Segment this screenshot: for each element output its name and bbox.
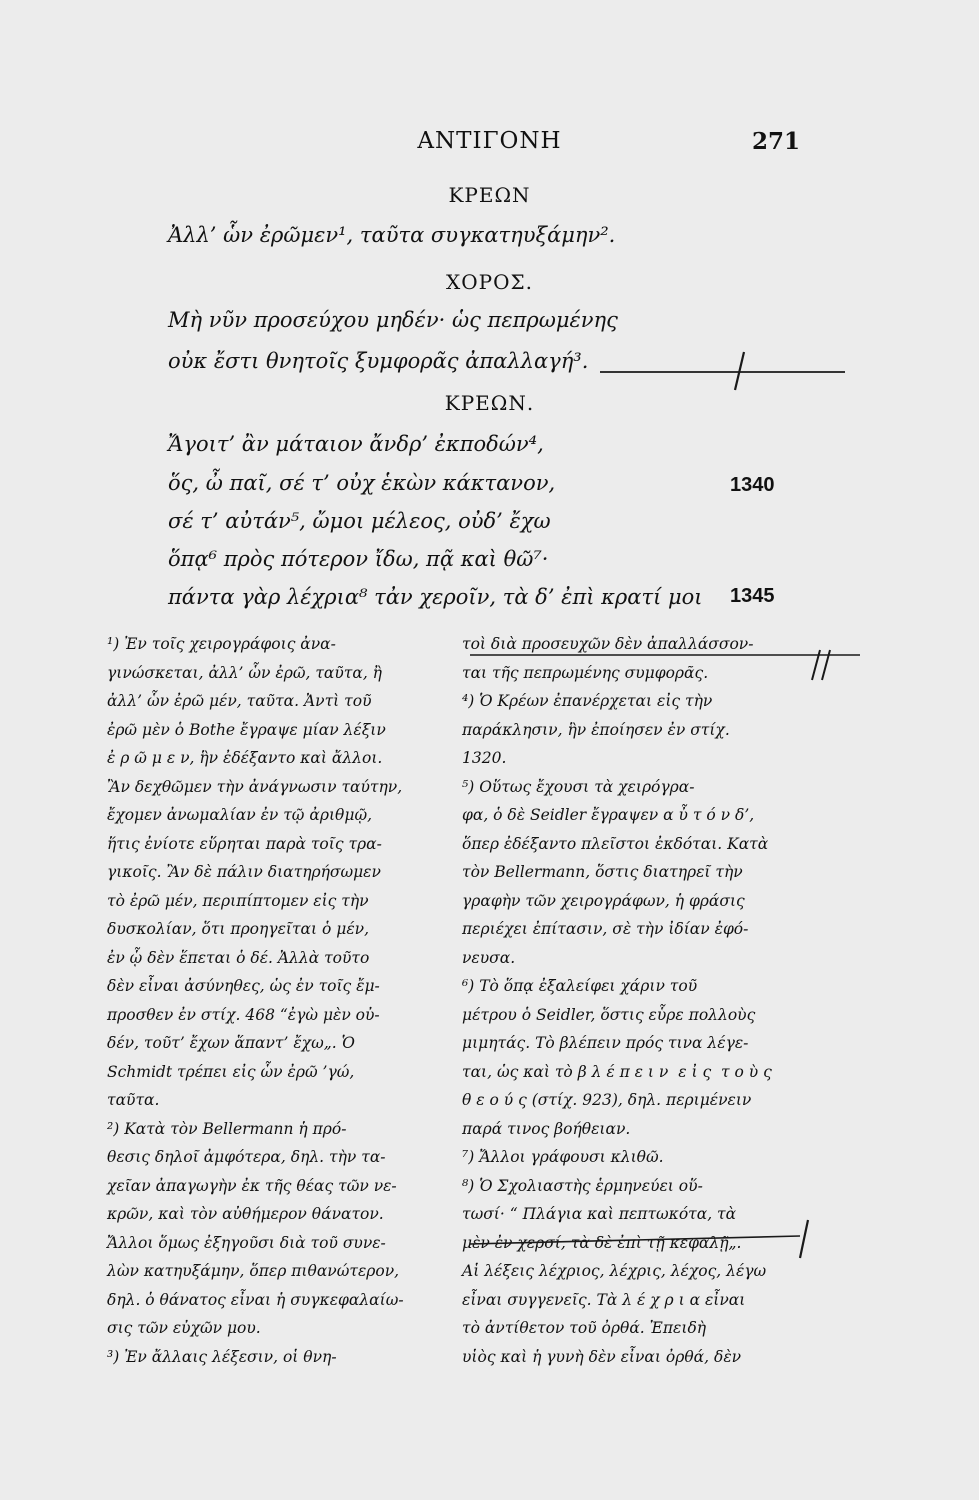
running-title: ΑΝΤΙΓΟΝΗ: [417, 128, 562, 154]
footnote-line: ἐρῶ μὲν ὁ Bothe ἔγραψε μίαν λέξιν: [107, 720, 386, 739]
pen-tick: [735, 352, 744, 390]
page-number: 271: [752, 128, 801, 155]
verse-line: Ἄγοιτ’ ἂν μάταιον ἄνδρ’ ἐκποδών⁴,: [168, 432, 544, 456]
verse-line: ὅπᾳ⁶ πρὸς πότερον ἴδω, πᾷ καὶ θῶ⁷·: [168, 547, 549, 571]
footnote-line: ἐν ᾧ δὲν ἕπεται ὁ δέ. Ἀλλὰ τοῦτο: [107, 948, 370, 967]
footnote-line: ταῦτα.: [107, 1091, 160, 1109]
footnote-line: θ ε ο ύ ς (στίχ. 923), δηλ. περιμένειν: [462, 1091, 752, 1109]
footnote-line: θεσις δηλοῖ ἀμφότερα, δηλ. τὴν τα-: [107, 1148, 386, 1166]
footnote-line: ²) Κατὰ τὸν Bellermann ἡ πρό-: [107, 1119, 347, 1138]
footnote-line: τωσί· “ Πλάγια καὶ πεπτωκότα, τὰ: [462, 1205, 737, 1223]
verse-line: Μὴ νῦν προσεύχου μηδέν· ὡς πεπρωμένης: [168, 308, 618, 332]
footnote-line: μιμητάς. Τὸ βλέπειν πρός τινα λέγε-: [462, 1034, 749, 1052]
line-number: 1340: [730, 474, 775, 496]
verse-line: οὐκ ἔστι θνητοῖς ξυμφορᾶς ἀπαλλαγή³.: [168, 349, 589, 373]
pen-tick: [800, 1220, 808, 1258]
speaker-label: ΚΡΕΩΝ.: [444, 391, 535, 415]
footnote-line: γικοῖς. Ἂν δὲ πάλιν διατηρήσωμεν: [107, 863, 381, 881]
footnote-line: λὼν κατηυξάμην, ὅπερ πιθανώτερον,: [107, 1262, 400, 1280]
footnote-line: 1320.: [462, 749, 507, 767]
footnote-line: μέτρου ὁ Seidler, ὅστις εὗρε πολλοὺς: [462, 1005, 756, 1024]
footnote-line: ἐ ρ ῶ μ ε ν, ἣν ἐδέξαντο καὶ ἄλλοι.: [107, 749, 383, 767]
footnote-line: ὅπερ ἐδέξαντο πλεῖστοι ἐκδόται. Κατὰ: [462, 834, 769, 853]
footnote-line: τοὶ διὰ προσευχῶν δὲν ἀπαλλάσσον-: [462, 635, 754, 653]
footnote-line: παράκλησιν, ἣν ἐποίησεν ἐν στίχ.: [462, 720, 730, 739]
footnote-line: περιέχει ἐπίτασιν, σὲ τὴν ἰδίαν ἐφό-: [462, 920, 749, 938]
footnote-line: ται, ὡς καὶ τὸ β λ έ π ε ι ν ε ἰ ς τ ο ὺ ς: [462, 1062, 772, 1081]
speaker-label: ΚΡΕΩΝ: [448, 183, 531, 207]
footnote-line: Ἂν δεχθῶμεν τὴν ἀνάγνωσιν ταύτην,: [107, 777, 403, 796]
footnote-line: σις τῶν εὐχῶν μου.: [107, 1319, 261, 1337]
footnote-line: παρά τινος βοήθειαν.: [462, 1119, 631, 1138]
footnote-line: υἱὸς καὶ ἡ γυνὴ δὲν εἶναι ὀρθά, δὲν: [462, 1347, 742, 1366]
footnote-line: φα, ὁ δὲ Seidler ἔγραψεν α ὖ τ ό ν δ’,: [462, 806, 755, 824]
footnote-line: Ἄλλοι ὅμως ἐξηγοῦσι διὰ τοῦ συνε-: [107, 1233, 386, 1252]
verse-line: ὅς, ὦ παῖ, σέ τ’ οὐχ ἑκὼν κάκτανον,: [168, 471, 556, 495]
footnote-line: ⁶) Τὸ ὅπᾳ ἐξαλείφει χάριν τοῦ: [462, 977, 698, 995]
footnote-line: Schmidt τρέπει εἰς ὧν ἐρῶ ’γώ,: [107, 1062, 355, 1081]
footnote-line: εἶναι συγγενεῖς. Τὰ λ έ χ ρ ι α εἶναι: [462, 1290, 746, 1309]
footnote-line: προσθεν ἐν στίχ. 468 “ἐγὼ μὲν οὐ-: [107, 1005, 380, 1024]
footnote-line: δηλ. ὁ θάνατος εἶναι ἡ συγκεφαλαίω-: [107, 1290, 404, 1309]
footnote-line: ἥτις ἐνίοτε εὕρηται παρὰ τοῖς τρα-: [107, 834, 382, 853]
verse-line: Ἀλλ’ ὧν ἐρῶμεν¹, ταῦτα συγκατηυξάμην².: [168, 223, 616, 247]
footnote-line: Αἱ λέξεις λέχριος, λέχρις, λέχος, λέγω: [462, 1262, 767, 1280]
footnote-line: μὲν ἐν χερσί, τὰ δὲ ἐπὶ τῇ κεφαλῇ„.: [462, 1233, 742, 1252]
footnote-line: κρῶν, καὶ τὸν αὐθήμερον θάνατον.: [107, 1205, 384, 1223]
footnote-line: ³) Ἐν ἄλλαις λέξεσιν, οἱ θνη-: [107, 1347, 337, 1366]
footnote-line: ⁷) Ἄλλοι γράφουσι κλιθῶ.: [462, 1148, 664, 1166]
line-number: 1345: [730, 585, 775, 607]
footnote-line: τὸ ἀντίθετον τοῦ ὀρθά. Ἐπειδὴ: [462, 1319, 707, 1337]
footnote-line: νευσα.: [462, 948, 516, 967]
footnote-line: δυσκολίαν, ὅτι προηγεῖται ὁ μέν,: [107, 920, 370, 938]
footnote-line: ⁵) Οὕτως ἔχουσι τὰ χειρόγρα-: [462, 777, 695, 796]
footnote-line: δέν, τοῦτ’ ἔχων ἅπαντ’ ἔχω„. Ὁ: [107, 1034, 355, 1052]
footnote-line: χεῖαν ἀπαγωγὴν ἐκ τῆς θέας τῶν νε-: [107, 1176, 397, 1195]
footnote-line: ἔχομεν ἀνωμαλίαν ἐν τῷ ἀριθμῷ,: [107, 806, 373, 824]
footnote-line: γραφὴν τῶν χειρογράφων, ἡ φράσις: [462, 891, 745, 910]
footnote-line: δὲν εἶναι ἀσύνηθες, ὡς ἐν τοῖς ἔμ-: [107, 977, 380, 995]
footnote-line: γινώσκεται, ἀλλ’ ὧν ἐρῶ, ταῦτα, ἢ: [107, 663, 382, 682]
footnote-line: τὸν Bellermann, ὅστις διατηρεῖ τὴν: [462, 863, 743, 881]
footnote-line: ¹) Ἐν τοῖς χειρογράφοις ἀνα-: [107, 635, 336, 653]
speaker-label: ΧΟΡΟΣ.: [446, 270, 533, 294]
footnote-line: ἀλλ’ ὧν ἐρῶ μέν, ταῦτα. Ἀντὶ τοῦ: [107, 692, 372, 710]
pen-underline: [470, 1236, 800, 1244]
footnote-line: ται τῆς πεπρωμένης συμφορᾶς.: [462, 663, 709, 682]
verse-line: πάντα γὰρ λέχρια⁸ τἀν χεροῖν, τὰ δ’ ἐπὶ κρατί μοι: [168, 585, 703, 609]
footnote-line: τὸ ἐρῶ μέν, περιπίπτομεν εἰς τὴν: [107, 891, 369, 910]
footnote-line: ⁴) Ὁ Κρέων ἐπανέρχεται εἰς τὴν: [462, 692, 713, 710]
verse-line: σέ τ’ αὐτάν⁵, ὤμοι μέλεος, οὐδ’ ἔχω: [168, 509, 551, 533]
footnote-line: ⁸) Ὁ Σχολιαστὴς ἑρμηνεύει οὕ-: [462, 1176, 703, 1195]
